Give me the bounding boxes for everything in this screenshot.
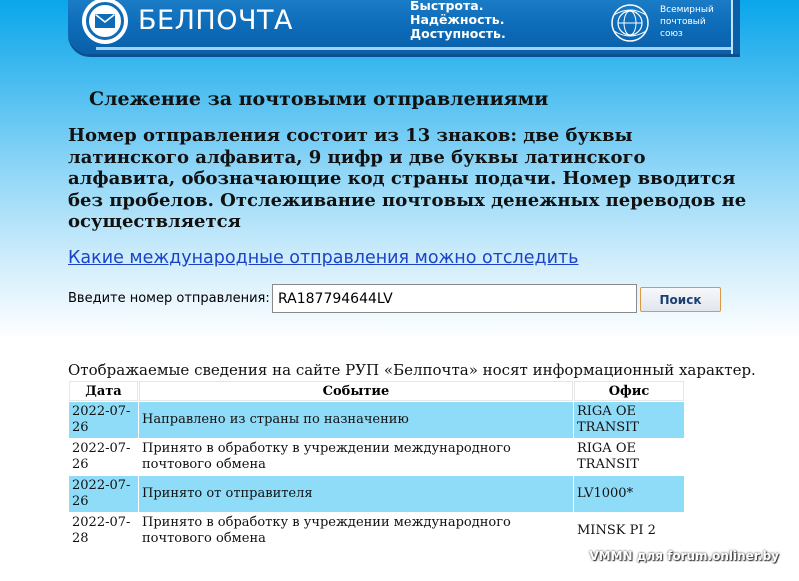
tracking-notice: Номер отправления состоит из 13 знаков: две буквы латинского алфавита, 9 цифр и две буквы латинского алфавита, обозначающие код страны подачи. Номер вводится без пробелов. Отслеживание почтовых денежных переводов не осуществляется	[68, 125, 747, 232]
slogan-line: Надёжность.	[410, 12, 505, 27]
slogan-line: Быстрота.	[410, 0, 484, 13]
banner-underline	[96, 47, 740, 50]
brand-name: БЕЛПОЧТА	[138, 5, 293, 36]
belpochta-logo[interactable]	[82, 0, 128, 44]
upu-line: союз	[660, 29, 683, 39]
row-event: Направлено из страны по назначению	[139, 402, 573, 438]
tracking-number-input[interactable]	[272, 284, 637, 313]
row-date: 2022-07-26	[69, 402, 138, 438]
table-header-row	[69, 381, 684, 401]
column-header-event: Событие	[139, 381, 573, 401]
table-row	[69, 513, 684, 549]
table-row	[69, 402, 684, 438]
tracking-number-label: Введите номер отправления:	[68, 291, 270, 306]
row-date: 2022-07-26	[69, 439, 138, 475]
slogan-line: Доступность.	[410, 26, 506, 41]
row-event: Принято в обработку в учреждении международного почтового обмена	[139, 513, 573, 549]
envelope-icon	[95, 14, 115, 28]
row-date: 2022-07-28	[69, 513, 138, 549]
banner-edge	[731, 0, 740, 54]
disclaimer: Отображаемые сведения на сайте РУП «Белпочта» носят информационный характер.	[68, 361, 756, 379]
row-event: Принято в обработку в учреждении международного почтового обмена	[139, 439, 573, 475]
international-items-link[interactable]: Какие международные отправления можно отследить	[68, 248, 579, 268]
upu-line: Всемирный	[660, 5, 714, 15]
upu-line: почтовый	[660, 17, 706, 27]
row-office: RIGA OE TRANSIT	[574, 402, 684, 438]
row-date: 2022-07-26	[69, 476, 138, 512]
slogan	[410, 0, 506, 41]
search-button[interactable]: Поиск	[640, 287, 721, 312]
forum-watermark: VMMN для forum.onliner.by	[589, 549, 779, 563]
globe-emblem-icon	[610, 3, 650, 43]
row-office: MINSK PI 2	[574, 513, 684, 549]
page-title: Слежение за почтовыми отправлениями	[89, 88, 549, 110]
row-office: RIGA OE TRANSIT	[574, 439, 684, 475]
column-header-office: Офис	[574, 381, 684, 401]
header-banner	[68, 0, 740, 54]
tracking-table	[68, 380, 685, 550]
row-office: LV1000*	[574, 476, 684, 512]
column-header-date: Дата	[69, 381, 138, 401]
upu-label	[660, 4, 714, 40]
table-row	[69, 476, 684, 512]
table-row	[69, 439, 684, 475]
row-event: Принято от отправителя	[139, 476, 573, 512]
